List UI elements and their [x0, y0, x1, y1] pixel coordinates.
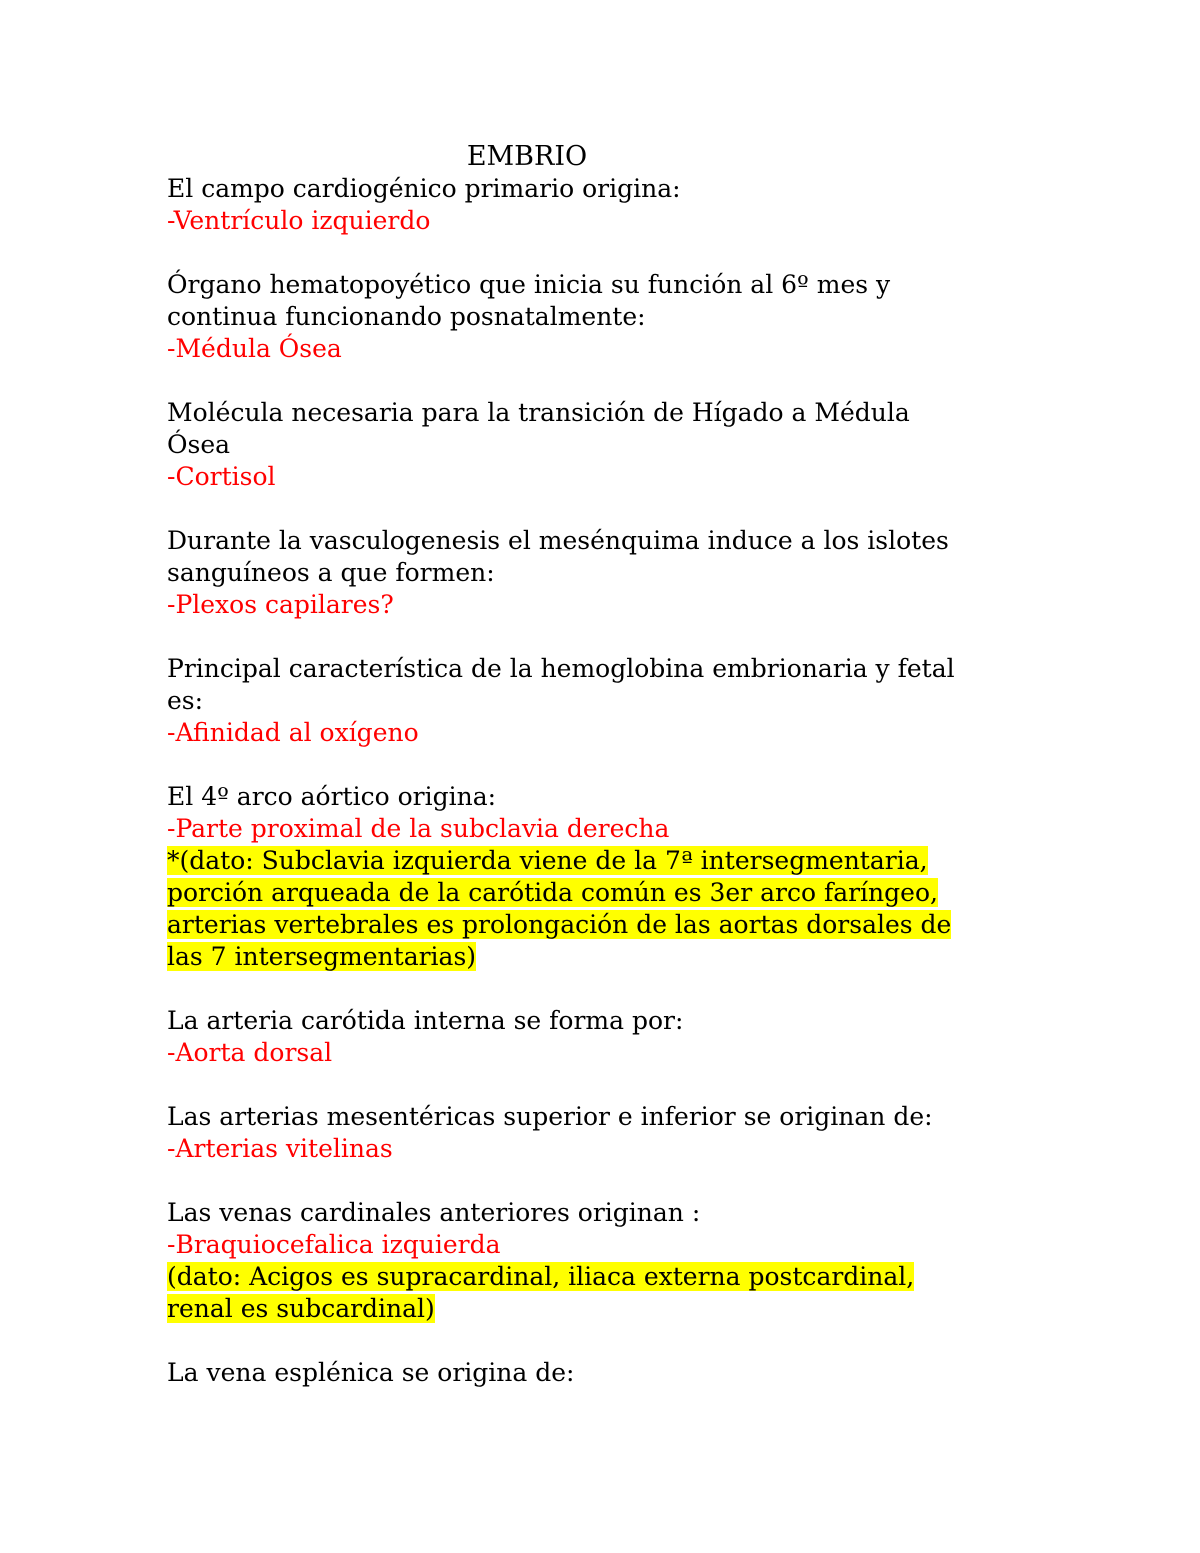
answer-line: -Cortisol: [167, 462, 276, 491]
qa-block: [167, 1197, 1047, 1325]
highlighted-note-text: porción arqueada de la carótida común es 3er arco faríngeo,: [167, 878, 938, 907]
paragraph-spacer: [167, 1069, 1047, 1101]
question-line: sanguíneos a que formen:: [167, 558, 495, 587]
question-line: Órgano hematopoyético que inicia su función al 6º mes y: [167, 270, 891, 299]
answer-line: -Arterias vitelinas: [167, 1134, 393, 1163]
qa-list: [167, 173, 1047, 1389]
highlighted-note-text: (dato: Acigos es supracardinal, iliaca externa postcardinal,: [167, 1262, 915, 1291]
highlighted-note-text: renal es subcardinal): [167, 1294, 435, 1323]
paragraph-spacer: [167, 621, 1047, 653]
paragraph-spacer: [167, 493, 1047, 525]
note-line: [167, 845, 1047, 877]
paragraph-spacer: [167, 1325, 1047, 1357]
qa-block: [167, 1357, 1047, 1389]
answer-line: -Ventrículo izquierdo: [167, 206, 431, 235]
qa-block: [167, 269, 1047, 365]
highlighted-note-text: las 7 intersegmentarias): [167, 942, 477, 971]
qa-block: [167, 653, 1047, 749]
question-line: Las venas cardinales anteriores originan :: [167, 1198, 701, 1227]
answer-line: -Plexos capilares?: [167, 590, 394, 619]
note-line: [167, 941, 1047, 973]
answer-line: -Afinidad al oxígeno: [167, 718, 419, 747]
paragraph-spacer: [167, 237, 1047, 269]
qa-block: [167, 781, 1047, 973]
qa-block: [167, 1101, 1047, 1165]
note-line: [167, 1261, 1047, 1293]
highlighted-note-text: arterias vertebrales es prolongación de las aortas dorsales de: [167, 910, 952, 939]
question-line: Molécula necesaria para la transición de Hígado a Médula: [167, 398, 910, 427]
qa-block: [167, 525, 1047, 621]
answer-line: -Médula Ósea: [167, 334, 342, 363]
note-line: [167, 909, 1047, 941]
question-line: Ósea: [167, 430, 231, 459]
answer-line: -Parte proximal de la subclavia derecha: [167, 814, 670, 843]
question-line: continua funcionando posnatalmente:: [167, 302, 646, 331]
paragraph-spacer: [167, 365, 1047, 397]
question-line: Durante la vasculogenesis el mesénquima induce a los islotes: [167, 526, 949, 555]
question-line: Las arterias mesentéricas superior e inferior se originan de:: [167, 1102, 933, 1131]
paragraph-spacer: [167, 749, 1047, 781]
question-line: Principal característica de la hemoglobina embrionaria y fetal: [167, 654, 955, 683]
document-title: EMBRIO: [466, 141, 588, 172]
answer-line: -Aorta dorsal: [167, 1038, 333, 1067]
note-line: [167, 877, 1047, 909]
document-page: [167, 139, 1047, 1389]
paragraph-spacer: [167, 1165, 1047, 1197]
qa-block: [167, 397, 1047, 493]
highlighted-note-text: *(dato: Subclavia izquierda viene de la 7ª intersegmentaria,: [167, 846, 928, 875]
question-line: El campo cardiogénico primario origina:: [167, 174, 681, 203]
paragraph-spacer: [167, 973, 1047, 1005]
note-line: [167, 1293, 1047, 1325]
question-line: es:: [167, 686, 204, 715]
question-line: La arteria carótida interna se forma por:: [167, 1006, 684, 1035]
qa-block: [167, 173, 1047, 237]
qa-block: [167, 1005, 1047, 1069]
question-line: El 4º arco aórtico origina:: [167, 782, 497, 811]
question-line: La vena esplénica se origina de:: [167, 1358, 575, 1387]
answer-line: -Braquiocefalica izquierda: [167, 1230, 501, 1259]
